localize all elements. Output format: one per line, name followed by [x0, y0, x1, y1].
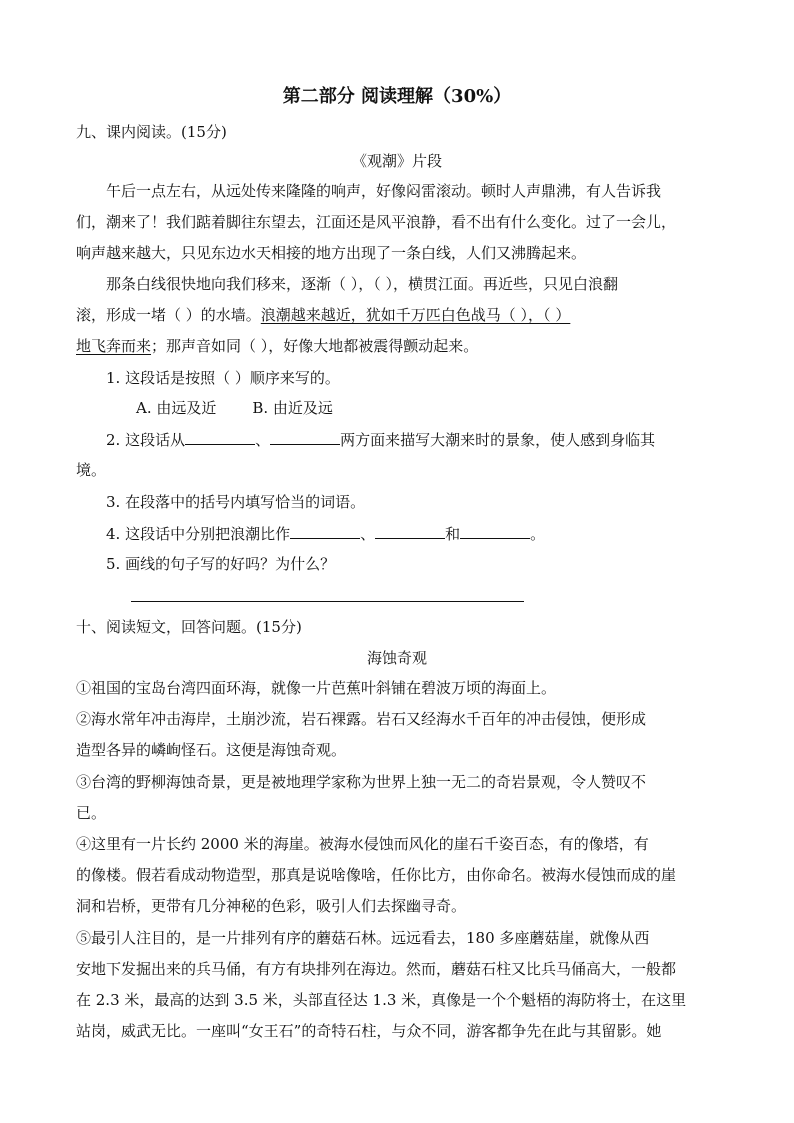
paragraph-line: 响声越来越大，只见东边水天相接的地方出现了一条白线，人们又沸腾起来。 [76, 244, 587, 262]
question-5: 5. 画线的句子写的好吗？为什么？ [106, 555, 336, 573]
paragraph-line [76, 304, 570, 326]
answer-blank[interactable] [185, 428, 255, 445]
answer-line[interactable] [131, 601, 524, 602]
section-9-heading: 九、课内阅读。(15分) [76, 123, 227, 141]
paragraph-line: ①祖国的宝岛台湾四面环海，就像一片芭蕉叶斜铺在碧波万顷的海面上。 [76, 679, 557, 697]
paragraph-line: 已。 [76, 804, 107, 822]
paragraph-line: ③台湾的野柳海蚀奇景，更是被地理学家称为世界上独一无二的奇岩景观，令人赞叹不 [76, 773, 647, 791]
option-a: A. 由远及近 [136, 399, 217, 417]
paragraph-line: 站岗，威武无比。一座叫“女王石”的奇特石柱，与众不同，游客都争先在此与其留影。她 [76, 1022, 662, 1040]
paragraph-line: 洞和岩桥，更带有几分神秘的色彩，吸引人们去探幽寻奇。 [76, 897, 467, 915]
paragraph-line: ②海水常年冲击海岸，土崩沙流，岩石裸露。岩石又经海水千百年的冲击侵蚀，便形成 [76, 710, 647, 728]
question-4-text: 4. 这段话中分别把浪潮比作 [106, 525, 291, 543]
paragraph-line: ④这里有一片长约 2000 米的海崖。被海水侵蚀而风化的崖石千姿百态，有的像塔，有 [76, 835, 649, 853]
underlined-sentence-end: 地飞奔而来 [76, 337, 152, 355]
paragraph-line: 安地下发掘出来的兵马俑，有方有块排列在海边。然而，蘑菇石柱又比兵马俑高大，一般都 [76, 960, 677, 978]
separator: 、 [255, 431, 271, 449]
question-2-cont: 境。 [76, 461, 107, 479]
page-title: 第二部分 阅读理解（30%） [282, 86, 512, 107]
paragraph-line [76, 335, 478, 357]
paragraph-line: 那条白线很快地向我们移来，逐渐（ ），（ ），横贯江面。再近些，只见白浪翻 [106, 275, 619, 293]
paragraph-line: 午后一点左右，从远处传来隆隆的响声，好像闷雷滚动。顿时人声鼎沸，有人告诉我 [106, 182, 662, 200]
text-segment: 滚，形成一堵（ ）的水墙。 [76, 306, 261, 324]
answer-blank[interactable] [375, 522, 445, 539]
paragraph-line: 在 2.3 米，最高的达到 3.5 米，头部直径达 1.3 米，真像是一个个魁梧的海防将士，在这里 [76, 991, 687, 1009]
paragraph-line: 造型各异的嶙峋怪石。这便是海蚀奇观。 [76, 741, 347, 759]
question-2-text: 2. 这段话从 [106, 431, 186, 449]
separator: 、 [360, 525, 376, 543]
section-10-heading: 十、阅读短文，回答问题。(15分) [76, 618, 302, 636]
paragraph-line: ⑤最引人注目的，是一片排列有序的蘑菇石林。远远看去，180 多座蘑菇崖，就像从西 [76, 929, 650, 947]
passage-title-guanchao: 《观潮》片段 [351, 152, 442, 170]
underlined-sentence: 浪潮越来越近，犹如千万匹白色战马（ ），（ ） [260, 306, 571, 324]
answer-blank[interactable] [270, 428, 340, 445]
option-b: B. 由近及远 [252, 399, 333, 417]
text-segment: ；那声音如同（ ），好像大地都被震得颤动起来。 [151, 337, 479, 355]
separator: 和 [445, 525, 461, 543]
paragraph-line: 们，潮来了！我们踮着脚往东望去，江面还是风平浪静，看不出有什么变化。过了一会儿， [76, 213, 677, 231]
question-2 [106, 428, 655, 451]
question-4 [106, 522, 545, 545]
separator: 。 [530, 525, 546, 543]
question-1-options [136, 397, 333, 419]
question-3: 3. 在段落中的括号内填写恰当的词语。 [106, 493, 366, 511]
paragraph-line: 的像楼。假若看成动物造型，那真是说啥像啥，任你比方，由你命名。被海水侵蚀而成的崖 [76, 866, 677, 884]
answer-blank[interactable] [290, 522, 360, 539]
answer-blank[interactable] [460, 522, 530, 539]
question-1: 1. 这段话是按照（ ）顺序来写的。 [106, 369, 340, 387]
question-2-text: 两方面来描写大潮来时的景象，使人感到身临其 [340, 431, 656, 449]
passage-title-haishi: 海蚀奇观 [366, 649, 427, 667]
